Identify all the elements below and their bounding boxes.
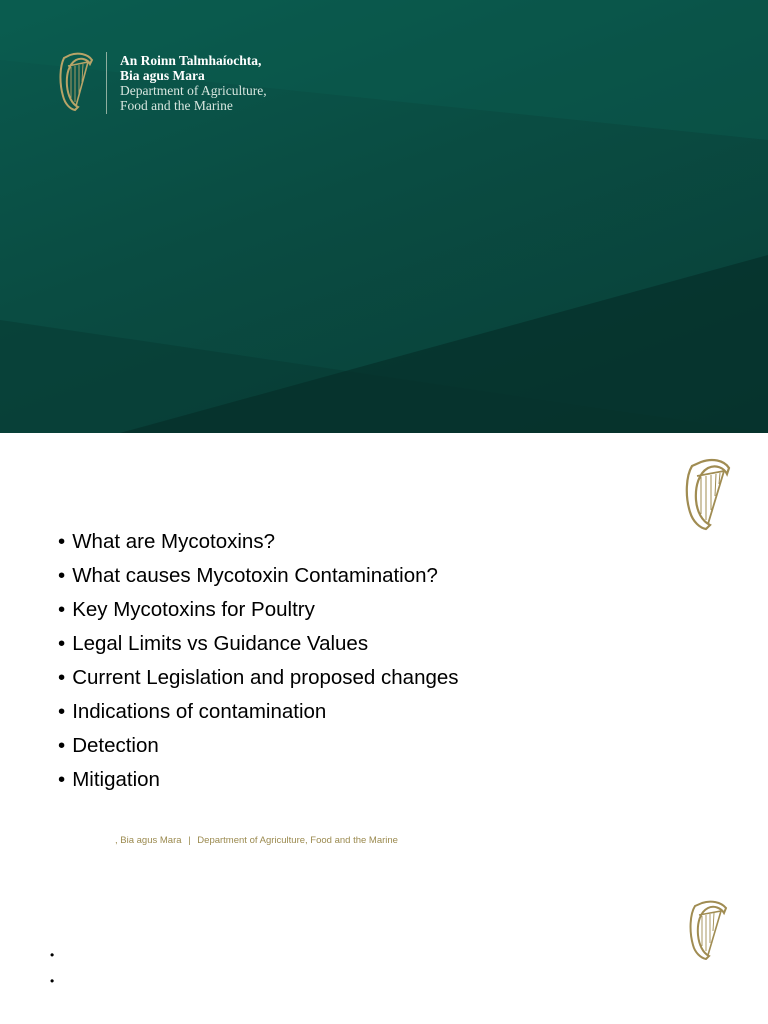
empty-bullet: • xyxy=(50,974,55,988)
list-item: • What are Mycotoxins? xyxy=(58,525,459,559)
list-item: • Detection xyxy=(58,729,459,763)
harp-icon xyxy=(686,900,728,960)
department-name xyxy=(120,52,267,113)
footer-irish: , Bia agus Mara xyxy=(115,835,182,846)
harp-icon xyxy=(682,458,732,532)
harp-icon xyxy=(56,52,94,112)
logo-divider xyxy=(106,52,107,114)
list-item: • Mitigation xyxy=(58,763,459,797)
slide-footer xyxy=(115,835,398,846)
cover-slide xyxy=(0,0,768,433)
list-item: • What causes Mycotoxin Contamination? xyxy=(58,559,459,593)
org-irish-line2: Bia agus Mara xyxy=(120,68,205,83)
footer-english: Department of Agriculture, Food and the Marine xyxy=(197,835,398,846)
agenda-list xyxy=(58,525,459,797)
list-item: • Current Legislation and proposed changes xyxy=(58,661,459,695)
org-english-line1: Department of Agriculture, xyxy=(120,83,267,98)
list-item: • Indications of contamination xyxy=(58,695,459,729)
footer-separator: | xyxy=(188,835,191,846)
list-item: • Legal Limits vs Guidance Values xyxy=(58,627,459,661)
org-irish-line1: An Roinn Talmhaíochta, xyxy=(120,53,262,68)
empty-bullet: • xyxy=(50,948,55,962)
list-item: • Key Mycotoxins for Poultry xyxy=(58,593,459,627)
org-english-line2: Food and the Marine xyxy=(120,98,233,113)
department-logo xyxy=(56,52,267,116)
